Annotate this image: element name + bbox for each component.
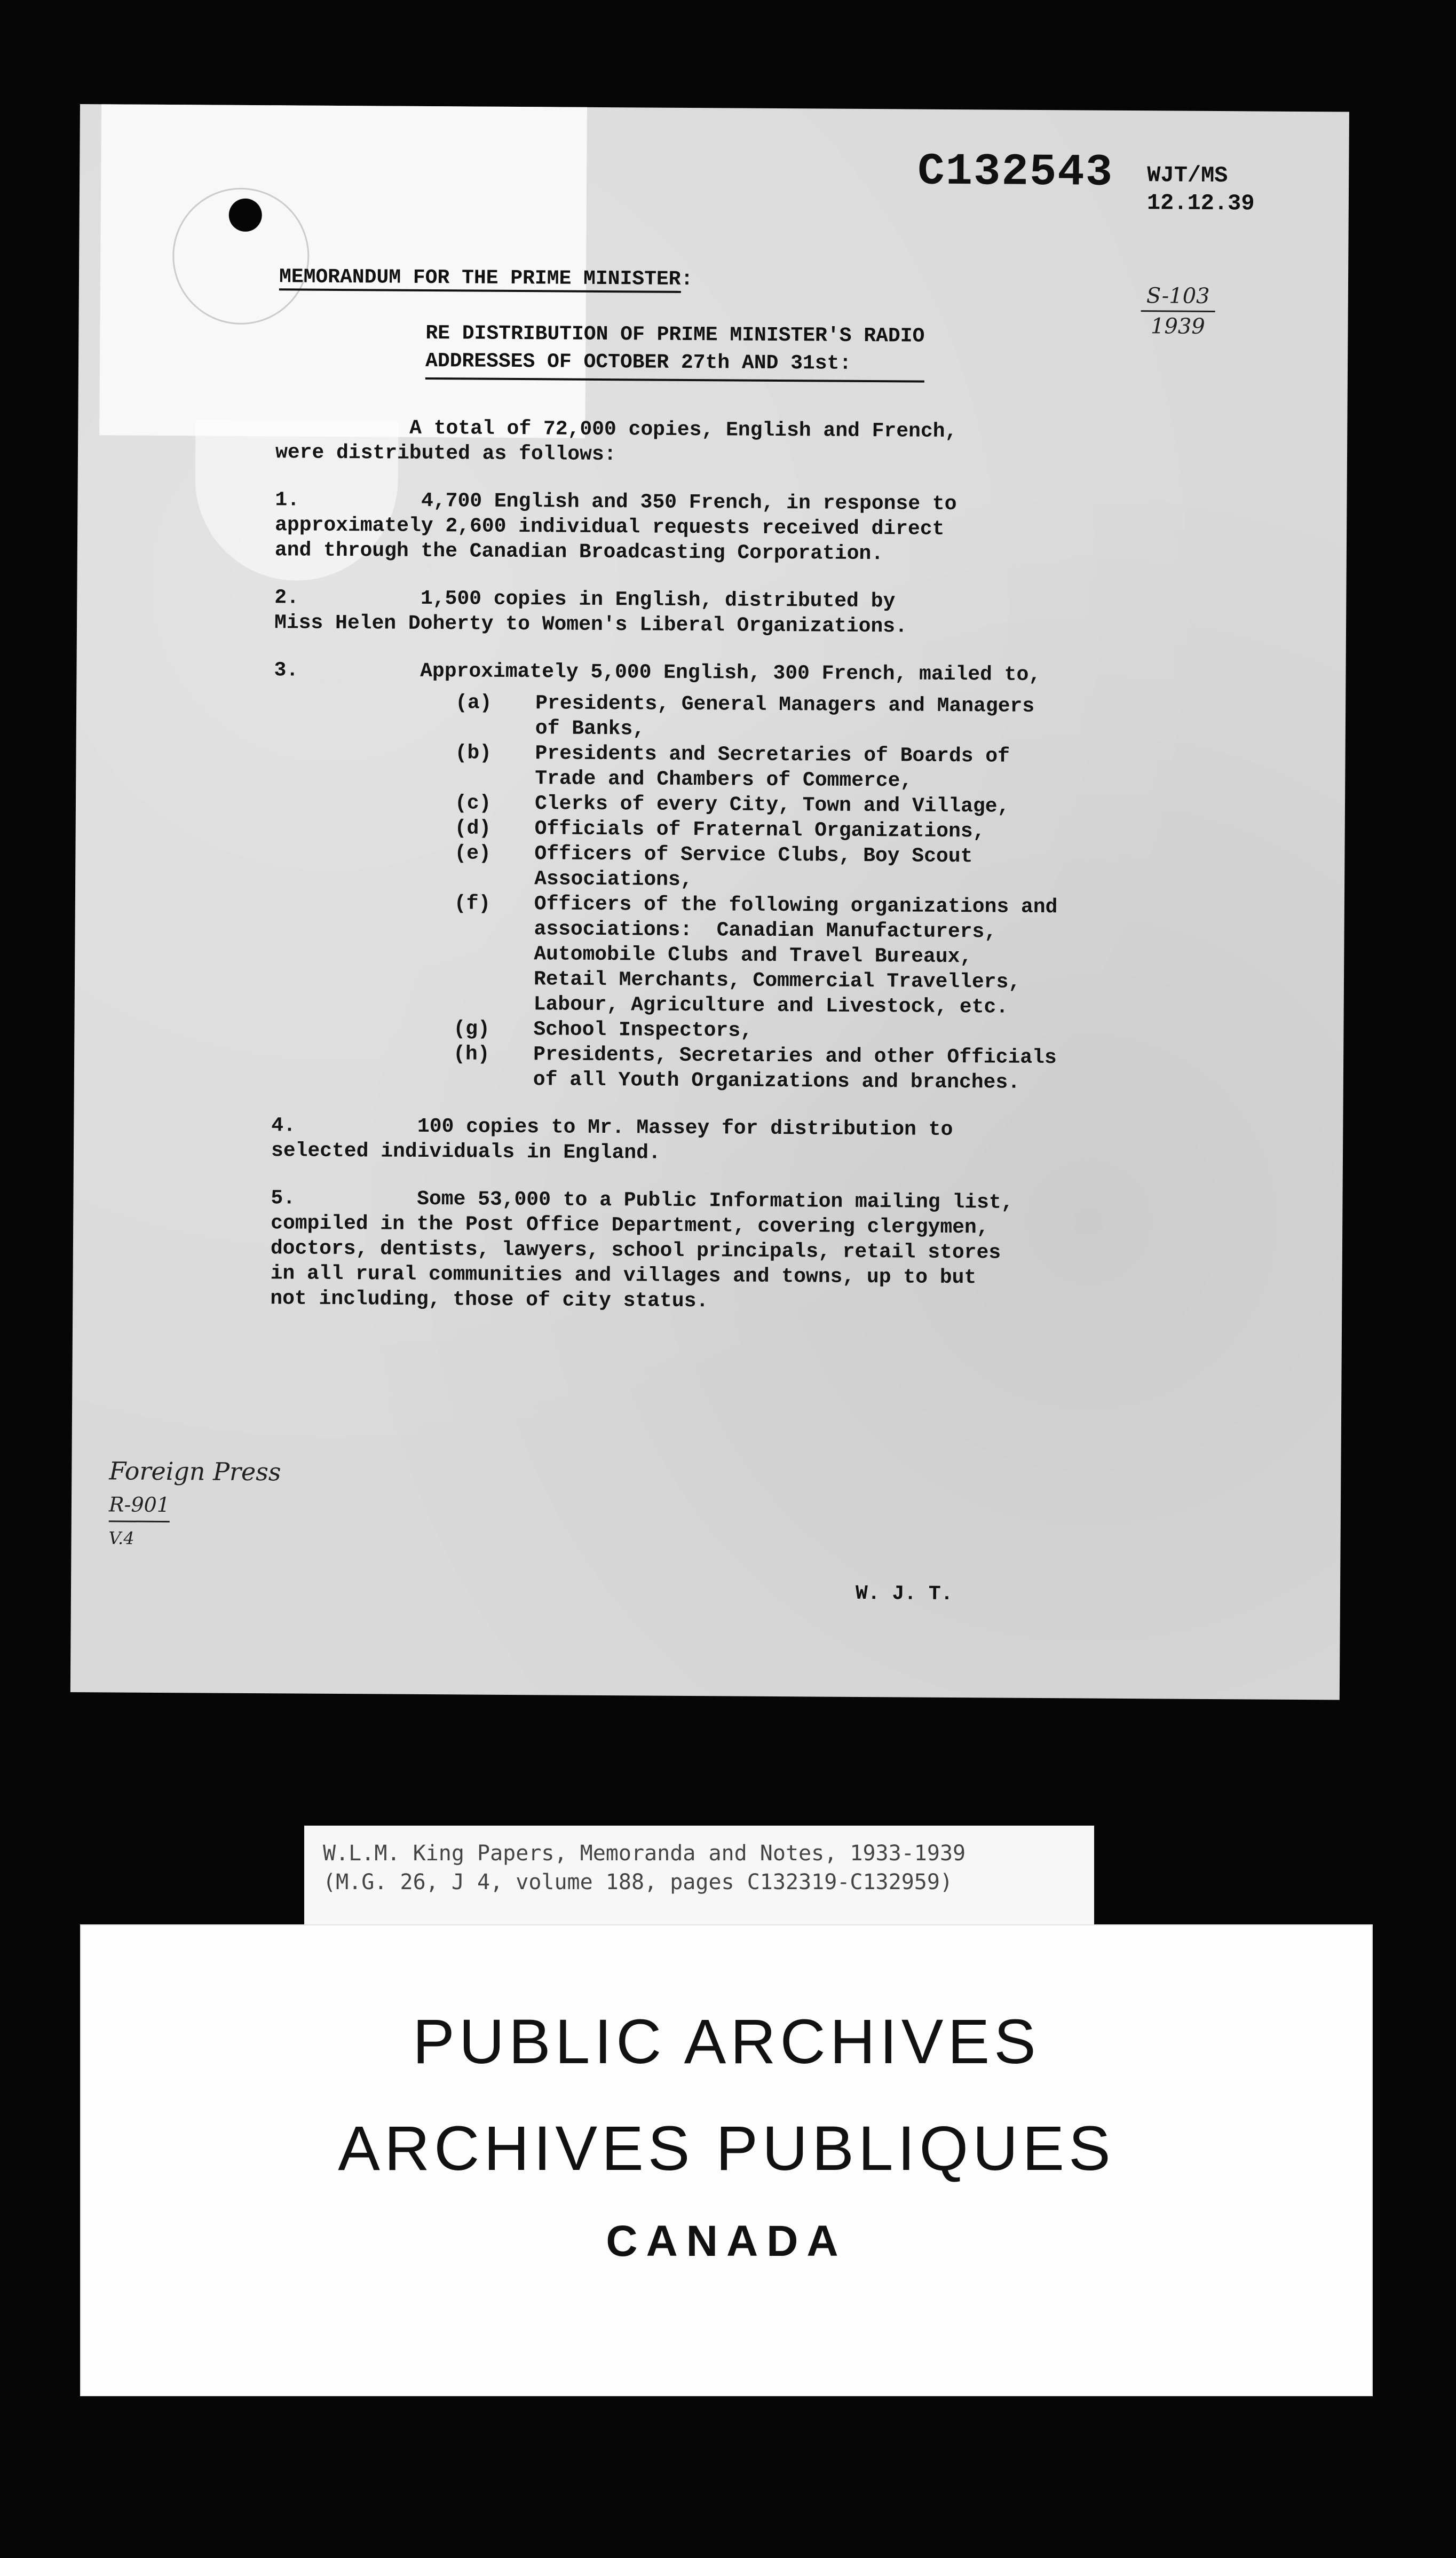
archives-label-card — [80, 1924, 1373, 2396]
item-4: 4. 100 copies to Mr. Massey for distribution to selected individuals in England. — [271, 1114, 953, 1165]
subitem-letter: (g) — [453, 1017, 490, 1041]
subitem — [272, 1040, 1286, 1097]
collection-caption — [323, 1839, 966, 1897]
subitem — [274, 689, 1288, 746]
typist-initials — [1147, 161, 1255, 217]
item-3-subitems — [272, 689, 1288, 1097]
subitem — [273, 840, 1287, 896]
subitem-letter: (c) — [454, 792, 492, 815]
subject-line-1: RE DISTRIBUTION OF PRIME MINISTER'S RADIO — [425, 321, 925, 348]
intro-paragraph: A total of 72,000 copies, English and French, were distributed as follows: — [275, 416, 958, 467]
subitem-text: School Inspectors, — [533, 1018, 753, 1043]
subitem-text: Clerks of every City, Town and Village, — [534, 792, 1010, 818]
item-3: 3. Approximately 5,000 English, 300 French, mailed to, — [274, 659, 1041, 687]
caption-line-2: (M.G. 26, J 4, volume 188, pages C132319-C132959) — [323, 1870, 953, 1894]
file-reference — [1141, 281, 1215, 341]
subitem-text: Presidents, General Managers and Managers of Banks, — [535, 692, 1035, 741]
archives-title-french: ARCHIVES PUBLIQUES — [338, 2113, 1115, 2184]
subitem-letter: (b) — [455, 741, 492, 765]
subitem-letter: (f) — [454, 892, 491, 915]
subitem-text: Officers of Service Clubs, Boy Scout Associations, — [534, 842, 973, 892]
handwritten-note-line-3: V.4 — [108, 1528, 134, 1549]
memo-body — [270, 415, 1289, 1340]
handwritten-note-line-1: Foreign Press — [109, 1456, 281, 1487]
date-line: 12.12.39 — [1146, 190, 1255, 217]
initials-line: WJT/MS — [1147, 162, 1228, 189]
signature-initials: W. J. T. — [855, 1582, 953, 1606]
memo-subject — [425, 320, 925, 383]
subitem-letter: (d) — [454, 817, 492, 840]
subitem-text: Presidents, Secretaries and other Officials of all Youth Organizations and branches. — [533, 1043, 1057, 1094]
file-reference-year: 1939 — [1150, 314, 1205, 339]
punch-hole — [229, 199, 262, 232]
handwritten-note-line-2: R-901 — [109, 1488, 170, 1522]
memo-sheet — [70, 104, 1349, 1700]
subitem-letter: (a) — [455, 691, 492, 715]
document-number: C132543 — [917, 146, 1114, 199]
memo-heading-text: MEMORANDUM FOR THE PRIME MINISTER — [279, 265, 681, 293]
subitem — [273, 739, 1288, 796]
collection-caption-card — [304, 1826, 1094, 1924]
subitem-text: Officers of the following organizations and associations: Canadian Manufacturers, Automobile Clubs and Travel Bureaux, Retail Merchants, Commercial Travellers, Labour, Agriculture and Livestock, etc. — [533, 893, 1058, 1019]
item-1: 1. 4,700 English and 350 French, in response to approximately 2,600 individual requests received direct and through the Canadian Broadcasting Corporation. — [274, 488, 957, 566]
file-reference-number: S-103 — [1141, 281, 1215, 312]
caption-line-1: W.L.M. King Papers, Memoranda and Notes, 1933-1939 — [323, 1841, 966, 1866]
subitem-letter: (h) — [453, 1043, 490, 1066]
subitem-text: Officials of Fraternal Organizations, — [534, 817, 985, 843]
subitem — [272, 890, 1287, 1022]
item-5: 5. Some 53,000 to a Public Information mailing list, compiled in the Post Office Department, covering clergymen, doctors, dentists, lawyers, school principals, retail stores in all rural communities and villages and towns, up to but not including, those of city status. — [270, 1187, 1014, 1313]
handwritten-note — [108, 1455, 281, 1555]
subitem-text: Presidents and Secretaries of Boards of Trade and Chambers of Commerce, — [535, 742, 1010, 793]
subject-line-2: ADDRESSES OF OCTOBER 27th AND 31st: — [425, 348, 924, 383]
memo-heading: MEMORANDUM FOR THE PRIME MINISTER: — [279, 265, 693, 291]
subitem-letter: (e) — [454, 842, 491, 865]
item-2: 2. 1,500 copies in English, distributed by Miss Helen Doherty to Women's Liberal Organizations. — [274, 586, 907, 638]
archives-country: CANADA — [606, 2217, 847, 2265]
archives-title-english: PUBLIC ARCHIVES — [413, 2007, 1040, 2077]
